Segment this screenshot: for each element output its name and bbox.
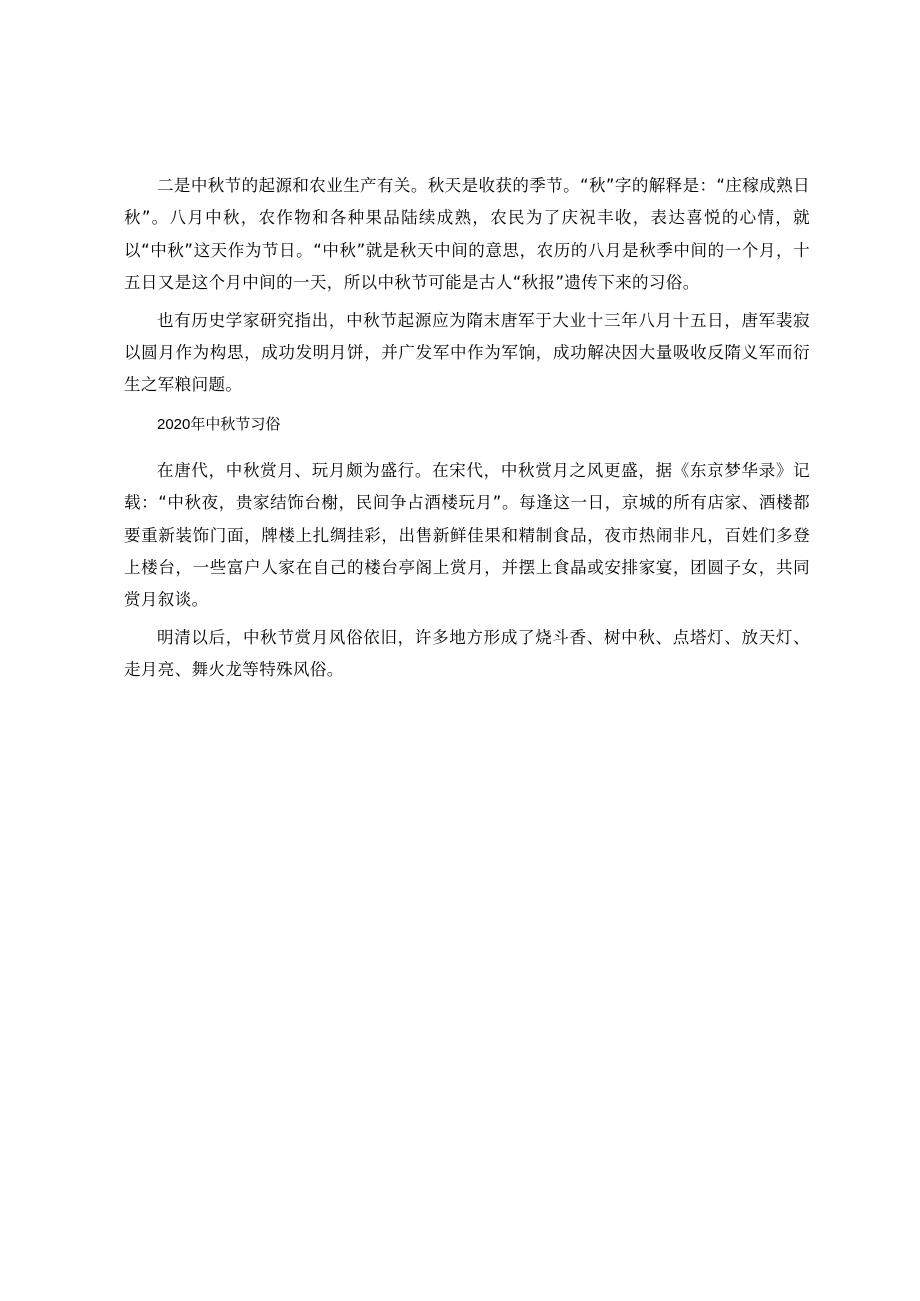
paragraph-origin-military: 也有历史学家研究指出，中秋节起源应为隋末唐军于大业十三年八月十五日，唐军裴寂以圆月作为构思，成功发明月饼，并广发军中作为军饷，成功解决因大量吸收反隋义军而衍生之军粮问题。 — [124, 310, 810, 395]
section-heading: 2020年中秋节习俗 — [157, 415, 281, 433]
paragraph-customs-tang-song: 在唐代，中秋赏月、玩月颇为盛行。在宋代，中秋赏月之风更盛，据《东京梦华录》记载：“中秋夜，贵家结饰台榭，民间争占酒楼玩月”。每逢这一日，京城的所有店家、酒楼都要重新装饰门面，牌楼上扎绸挂彩，出售新鲜佳果和精制食品，夜市热闹非凡，百姓们多登上楼台，一些富户人家在自己的楼台亭阁上赏月，并摆上食晶或安排家宴，团圆子女，共同赏月叙谈。 — [124, 460, 810, 610]
paragraph-customs-ming-qing: 明清以后，中秋节赏月风俗依旧，许多地方形成了烧斗香、树中秋、点塔灯、放天灯、走月亮、舞火龙等特殊风俗。 — [124, 627, 810, 680]
paragraph-origin-agriculture: 二是中秋节的起源和农业生产有关。秋天是收获的季节。“秋”字的解释是：“庄稼成熟日秋”。八月中秋，农作物和各种果品陆续成熟，农民为了庆祝丰收，表达喜悦的心情，就以“中秋”这天作为节日。“中秋”就是秋天中间的意思，农历的八月是秋季中间的一个月，十五日又是这个月中间的一天，所以中秋节可能是古人“秋报”遗传下来的习俗。 — [124, 176, 810, 293]
document-body — [124, 170, 810, 687]
